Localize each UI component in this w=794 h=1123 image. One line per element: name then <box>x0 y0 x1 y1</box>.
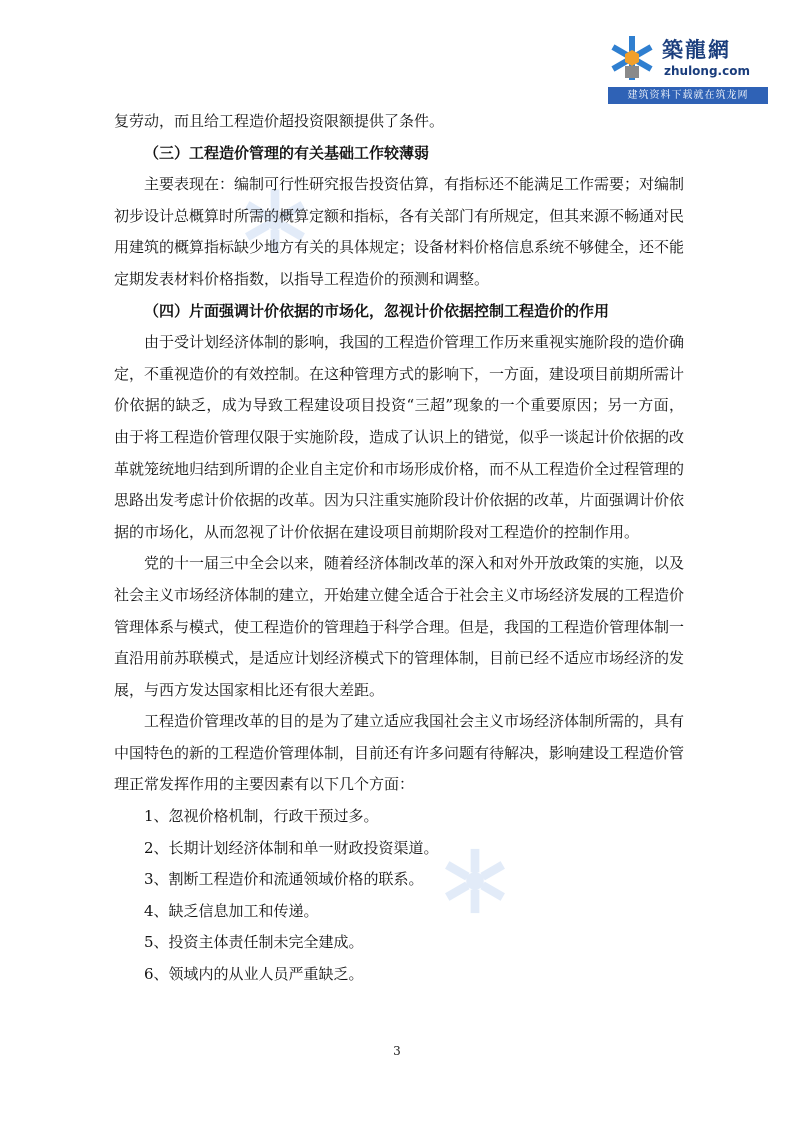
paragraph-pricing-basis: 由于受计划经济体制的影响，我国的工程造价管理工作历来重视实施阶段的造价确定，不重视造价的有效控制。在这种管理方式的影响下，一方面，建设项目前期所需计价依据的缺乏，成为导致工程建设项目投资“三超”现象的一个重要原因；另一方面，由于将工程造价管理仅限于实施阶段，造成了认识上的错觉，似乎一谈起计价依据的改革就笼统地归结到所谓的企业自主定价和市场形成价格，而不从工程造价全过程管理的思路出发考虑计价依据的改革。因为只注重实施阶段计价依据的改革，片面强调计价依据的市场化，从而忽视了计价依据在建设项目前期阶段对工程造价的控制作用。 <box>114 333 685 541</box>
list-item: 3、割断工程造价和流通领域价格的联系。 <box>144 870 424 889</box>
paragraph-basic-work: 主要表现在：编制可行性研究报告投资估算，有指标还不能满足工作需要；对编制初步设计总概算时所需的概算定额和指标，各有关部门有所规定，但其来源不畅通对民用建筑的概算指标缺少地方有关的具体规定；设备材料价格信息系统不够健全，还不能定期发表材料价格指数，以指导工程造价的预测和调整。 <box>114 175 685 288</box>
site-logo <box>604 30 770 106</box>
paragraph-reform-history: 党的十一届三中全会以来，随着经济体制改革的深入和对外开放政策的实施，以及社会主义市场经济体制的建立，开始建立健全适合于社会主义市场经济发展的工程造价管理体系与模式，使工程造价的管理趋于科学合理。但是，我国的工程造价管理体制一直沿用前苏联模式，是适应计划经济模式下的管理体制，目前已经不适应市场经济的发展，与西方发达国家相比还有很大差距。 <box>114 554 685 699</box>
document-body <box>114 106 684 991</box>
list-item: 5、投资主体责任制未完全建成。 <box>144 933 364 952</box>
list-item: 4、缺乏信息加工和传递。 <box>144 901 319 920</box>
logo-slogan: 建筑资料下载就在筑龙网 <box>608 87 768 104</box>
list-item: 6、领域内的从业人员严重缺乏。 <box>144 965 364 984</box>
list-item: 2、长期计划经济体制和单一财政投资渠道。 <box>144 838 439 857</box>
list-item: 1、忽视价格机制，行政干预过多。 <box>144 807 379 826</box>
paragraph-continuation: 复劳动，而且给工程造价超投资限额提供了条件。 <box>114 112 445 130</box>
snowflake-logo-icon <box>608 34 656 82</box>
paragraph-reform-goal: 工程造价管理改革的目的是为了建立适应我国社会主义市场经济体制所需的，具有中国特色的新的工程造价管理体制，目前还有许多问题有待解决，影响建设工程造价管理正常发挥作用的主要因素有以下几个方面： <box>114 712 685 794</box>
section-heading-4: （四）片面强调计价依据的市场化，忽视计价依据控制工程造价的作用 <box>144 301 610 320</box>
page-number: 3 <box>393 1044 401 1058</box>
logo-title: 築龍網 <box>662 38 731 62</box>
logo-domain: zhulong.com <box>664 64 750 78</box>
section-heading-3: （三）工程造价管理的有关基础工作较薄弱 <box>144 143 430 162</box>
